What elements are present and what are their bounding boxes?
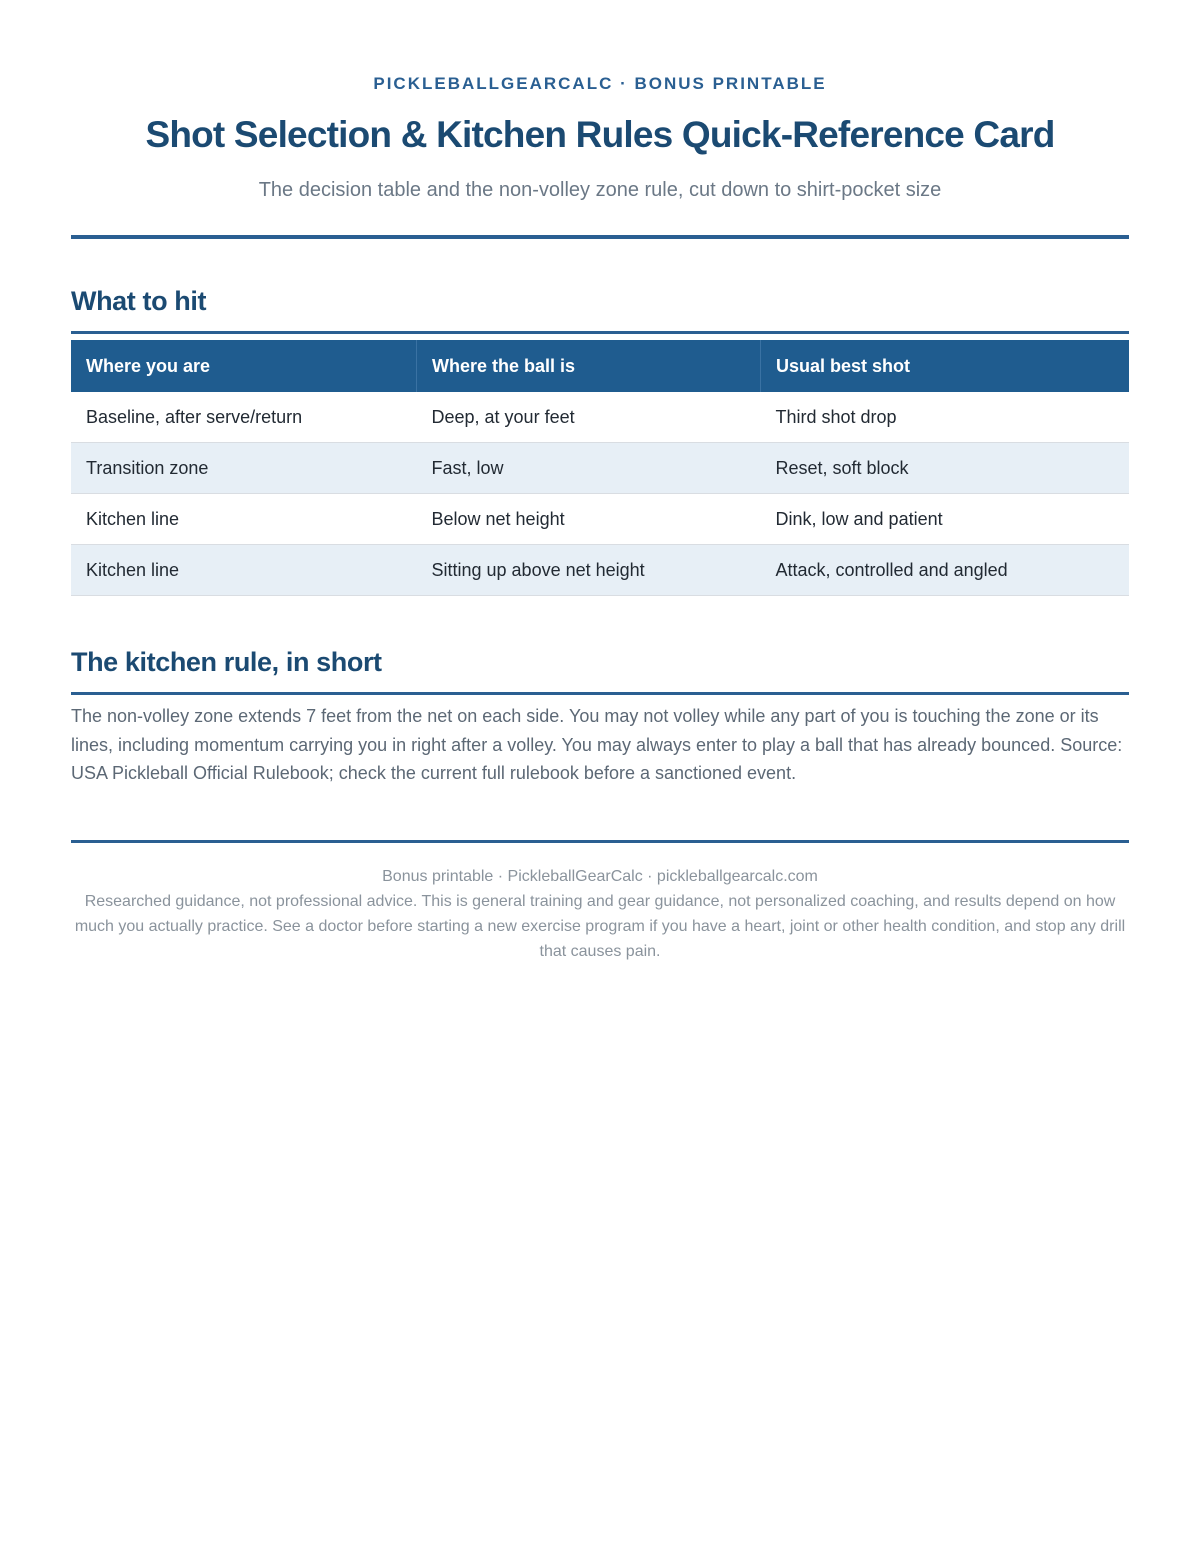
table-row	[71, 494, 1129, 545]
table-cell: Fast, low	[417, 443, 761, 494]
table-cell: Sitting up above net height	[417, 545, 761, 596]
table-cell: Deep, at your feet	[417, 392, 761, 443]
column-header: Where the ball is	[417, 340, 761, 392]
section-divider	[71, 692, 1129, 695]
page-subtitle: The decision table and the non-volley zone rule, cut down to shirt-pocket size	[258, 179, 942, 201]
table-cell: Baseline, after serve/return	[71, 392, 417, 443]
table-cell: Kitchen line	[71, 545, 417, 596]
footer-divider	[71, 840, 1129, 843]
footer-credit: Bonus printable · PickleballGearCalc · pickleballgearcalc.com	[382, 868, 818, 885]
table-cell: Third shot drop	[761, 392, 1130, 443]
table-cell: Below net height	[417, 494, 761, 545]
table-cell: Kitchen line	[71, 494, 417, 545]
page-title: Shot Selection & Kitchen Rules Quick-Reference Card	[145, 114, 1055, 155]
table-row	[71, 545, 1129, 596]
table-header-row	[71, 340, 1129, 392]
footer	[71, 864, 1129, 964]
table-cell: Reset, soft block	[761, 443, 1130, 494]
table-cell: Attack, controlled and angled	[761, 545, 1130, 596]
column-header: Usual best shot	[761, 340, 1130, 392]
section-divider	[71, 331, 1129, 334]
footer-disclaimer: Researched guidance, not professional advice. This is general training and gear guidance, not personalized coaching, and results depend on how much you actually practice. See a doctor before starting a new exercise program if you have a heart, joint or other health condition, and stop any drill that causes pain.	[74, 893, 1126, 960]
kitchen-rule-text: The non-volley zone extends 7 feet from the net on each side. You may not volley while any part of you is touching the zone or its lines, including momentum carrying you in right after a volley. You may always enter to play a ball that has already bounced. Source: USA Pickleball Official Rulebook; check the current full rulebook before a sanctioned event.	[71, 706, 1123, 783]
table-cell: Transition zone	[71, 443, 417, 494]
header-divider	[71, 235, 1129, 239]
table-row	[71, 443, 1129, 494]
column-header: Where you are	[71, 340, 417, 392]
eyebrow-label: PICKLEBALLGEARCALC · BONUS PRINTABLE	[373, 74, 827, 93]
table-cell: Dink, low and patient	[761, 494, 1130, 545]
table-row	[71, 392, 1129, 443]
section-heading-what-to-hit: What to hit	[71, 286, 207, 316]
section-heading-kitchen-rule: The kitchen rule, in short	[71, 647, 382, 677]
shot-selection-table	[71, 340, 1129, 596]
